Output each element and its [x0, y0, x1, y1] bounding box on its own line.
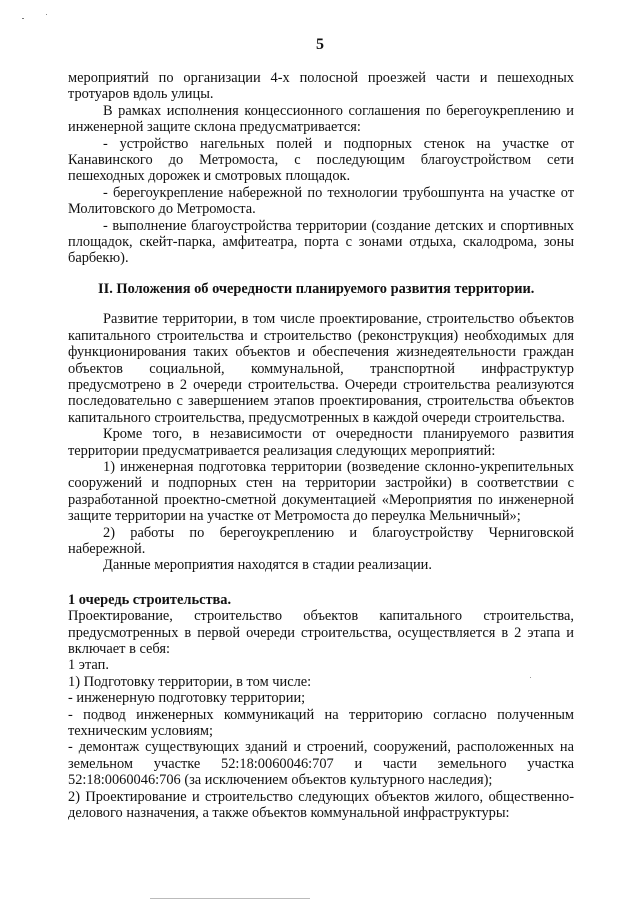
paragraph-concession: В рамках исполнения концессионного соглашения по берегоукреплению и инженерной защите склона предусматривается:: [68, 102, 574, 136]
paragraph-continuation: мероприятий по организации 4-х полосной проезжей части и пешеходных тротуаров вдоль улицы.: [68, 70, 574, 103]
list-item-site-prep: 1) Подготовку территории, в том числе:: [68, 673, 312, 690]
list-item-engineering: - инженерную подготовку территории;: [68, 690, 306, 707]
paragraph-development: Развитие территории, в том числе проектирование, строительство объектов капитального строительства и строительство (реконструкция) необходимых для функционирования таких объектов и обеспечения жизнедеятельности граждан объектов социальной, коммунальной, транспортной инфраструктур предусмотрено в 2 очереди строительства. Очереди строительства реализуются последовательно с завершением этапов проектирования, строительства объектов капитального строительства, предусмотренных в каждой очереди строительства.: [68, 311, 574, 426]
list-item-chernigov-embankment: 2) работы по берегоукреплению и благоустройству Черниговской набережной.: [68, 524, 574, 557]
scan-edge-line: [150, 898, 310, 899]
scan-speck: [22, 18, 24, 19]
list-item-construction: 2) Проектирование и строительство следующих объектов жилого, общественно-делового назначения, а также объектов коммунальной инфраструктуры:: [68, 788, 574, 822]
list-item-embankment: - берегоукрепление набережной по технологии трубошпунта на участке от Молитовского до Метромоста.: [68, 184, 574, 218]
subsection-heading: 1 очередь строительства.: [68, 591, 232, 608]
scan-speck: [46, 14, 47, 15]
list-item-demolition: - демонтаж существующих зданий и строений, сооружений, расположенных на земельном участке 52:18:0060046:707 и части земельного участка 52:18:0060046:706 (за исключением объектов культурного наследия);: [68, 739, 574, 789]
document-body: [68, 70, 574, 821]
list-item-engineering-prep: 1) инженерная подготовка территории (возведение склонно-укрепительных сооружений и подпорных стен на территории застройки) в соответствии с разработанной проектно-сметной документацией «Мероприятия по инженерной защите территории на участке от Метромоста до переулка Мельничный»;: [68, 458, 574, 525]
stage-label: 1 этап.: [68, 657, 109, 674]
list-item-utilities: - подвод инженерных коммуникаций на территорию согласно полученным техническим условиям;: [68, 706, 574, 740]
page-number: 5: [316, 36, 324, 53]
paragraph-status: Данные мероприятия находятся в стадии реализации.: [103, 557, 432, 574]
list-item-landscaping: - выполнение благоустройства территории (создание детских и спортивных площадок, скейт-парка, амфитеатра, порта с зонами отдыха, скалодрома, зоны барбекю).: [68, 217, 574, 267]
paragraph-stage-design: Проектирование, строительство объектов капитального строительства, предусмотренных в первой очереди строительства, осуществляется в 2 этапа и включает в себя:: [68, 608, 574, 657]
section-heading: II. Положения об очередности планируемого развития территории.: [98, 280, 535, 297]
list-item-nail-fields: - устройство нагельных полей и подпорных стенок на участке от Канавинского до Метромоста, с последующим благоустройством сети пешеходных дорожек и смотровых площадок.: [68, 135, 574, 185]
paragraph-independent: Кроме того, в независимости от очередности планируемого развития территории предусматривается реализация следующих мероприятий:: [68, 426, 574, 459]
